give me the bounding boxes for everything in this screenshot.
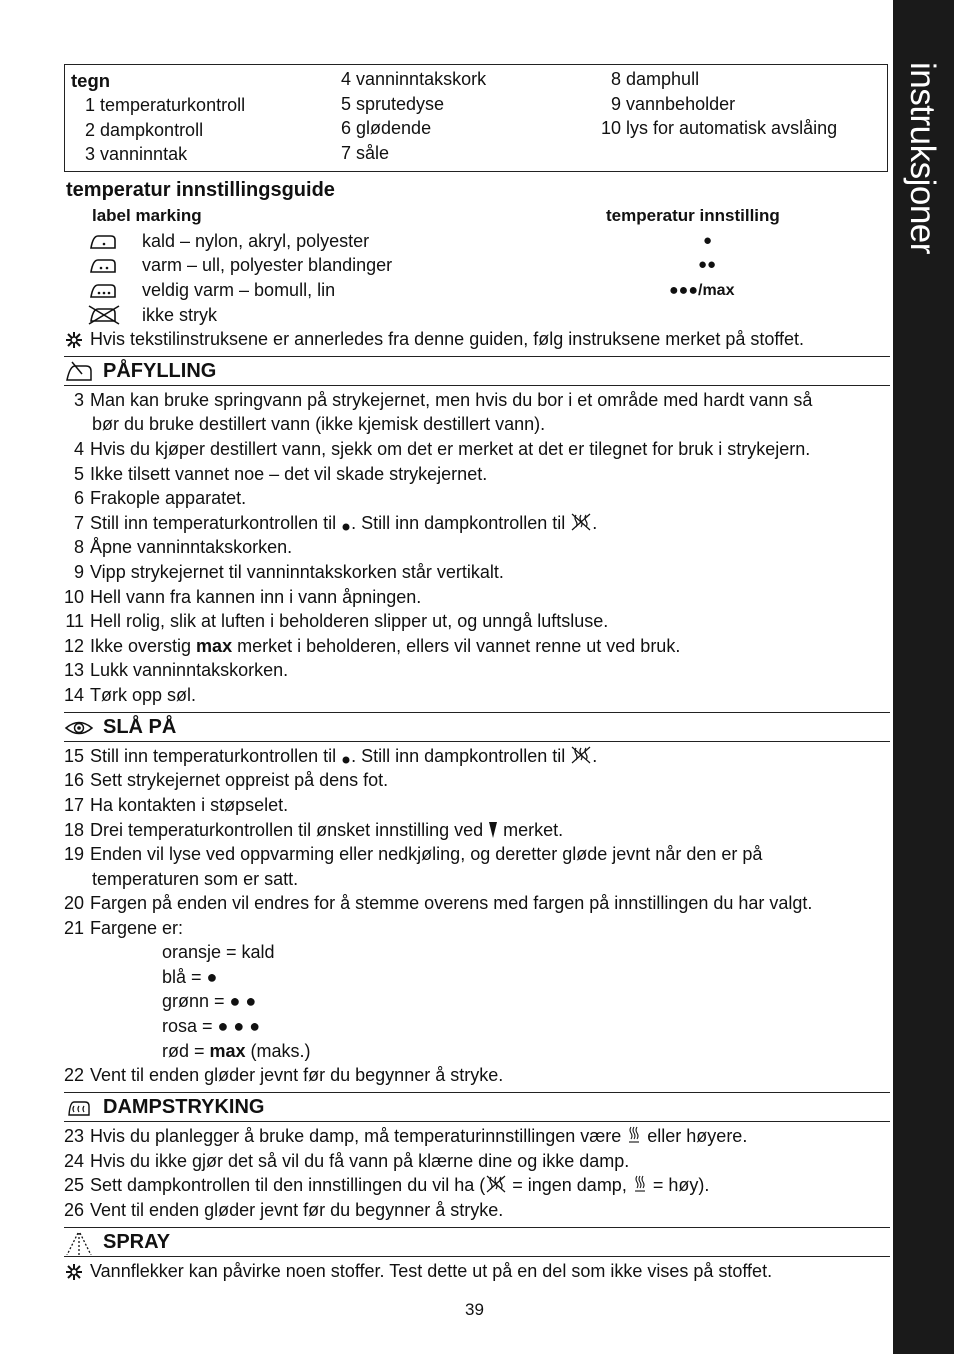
no-steam-icon (570, 512, 592, 532)
dot-icon (341, 518, 351, 532)
guide-row-text: veldig varm – bomull, lin (142, 280, 336, 300)
step-text: Sett dampkontrollen til den innstillingen du vil ha ( = ingen damp, = høy). (90, 1175, 710, 1195)
guide-row-setting: ● (703, 232, 713, 249)
guide-row-text: varm – ull, polyester blandinger (142, 255, 393, 275)
guide-row-setting: ●● (698, 256, 717, 273)
fill-icon (64, 360, 94, 384)
step-text: Vent til enden gløder jevnt før du begynner å stryke. (90, 1200, 504, 1220)
step-text: temperaturen som er satt. (92, 869, 299, 889)
legend-item: 4 vanninntakskork (341, 69, 487, 89)
section-pafylling (64, 356, 890, 386)
step-text: Drei temperaturkontrollen til ønsket innstilling ved merket. (90, 820, 564, 840)
step-text: Still inn temperaturkontrollen til . Still inn dampkontrollen til . (90, 513, 598, 533)
star-icon (65, 331, 83, 349)
step-text: Ikke overstig max merket i beholderen, ellers vil vannet renne ut ved bruk. (90, 636, 681, 656)
step-number: 8 (73, 537, 84, 557)
guide-row-text: kald – nylon, akryl, polyester (142, 231, 370, 251)
legend-item: 9 vannbeholder (610, 93, 736, 114)
guide-title: temperatur innstillingsguide (66, 179, 335, 201)
section-title: SPRAY (103, 1231, 171, 1253)
step-number: 15 (63, 746, 84, 766)
step-text: Sett strykejernet oppreist på dens fot. (90, 770, 389, 790)
step-text: Fargen på enden vil endres for å stemme overens med fargen på innstillingen du har valgt. (90, 893, 813, 913)
step-number: 13 (63, 660, 84, 680)
guide-row-text: ikke stryk (142, 305, 218, 325)
do-not-iron-icon (86, 304, 122, 326)
star-icon (65, 1263, 83, 1281)
legend-item: 3 vanninntak (84, 144, 188, 164)
steam-icon (64, 1096, 94, 1120)
step-number: 11 (65, 611, 84, 631)
step-text: Hvis du planlegger å bruke damp, må temperaturinnstillingen være eller høyere. (90, 1126, 748, 1146)
step-number: 23 (63, 1126, 84, 1146)
step-text: Enden vil lyse ved oppvarming eller nedkjøling, og deretter gløde jevnt når den er på (90, 844, 763, 864)
guide-row-setting: ●●●/max (669, 282, 735, 299)
step-number: 19 (63, 844, 84, 864)
step-text: Vipp strykejernet til vanninntakskorken står vertikalt. (90, 562, 504, 582)
legend-item: 2 dampkontroll (84, 119, 204, 140)
legend-title: tegn (71, 70, 111, 91)
section-sla-pa (64, 712, 890, 742)
legend-item: 10 lys for automatisk avslåing (601, 118, 838, 138)
sidebar-title: instruksjoner (903, 62, 942, 254)
step-text: Lukk vanninntakskorken. (90, 660, 289, 680)
step-text: Tørk opp søl. (90, 685, 197, 705)
iron-one-dot-icon (88, 233, 120, 251)
parts-legend (64, 64, 888, 172)
step-text: Hvis du kjøper destillert vann, sjekk om det er merket at det er tilegnet for bruk i strykejern. (90, 439, 811, 459)
no-steam-icon (570, 745, 592, 765)
step-number: 12 (63, 636, 84, 656)
legend-item: 5 sprutedyse (341, 93, 445, 114)
steam-high-icon (632, 1174, 648, 1194)
step-text: Man kan bruke springvann på strykejernet, men hvis du bor i et område med hardt vann så (90, 390, 813, 410)
step-text: Åpne vanninntakskorken. (90, 537, 293, 557)
section-title: DAMPSTRYKING (103, 1096, 265, 1118)
color-item: grønn = ● ● (162, 991, 257, 1011)
pointer-mark-icon (488, 821, 498, 839)
spray-note: Vannflekker kan påvirke noen stoffer. Test dette ut på en del som ikke vises på stoffet. (90, 1261, 773, 1281)
guide-col-label: label marking (92, 206, 202, 225)
step-number: 24 (63, 1151, 84, 1171)
legend-item: 1 temperaturkontroll (84, 95, 246, 115)
step-number: 21 (63, 918, 84, 938)
section-title: PÅFYLLING (103, 360, 217, 382)
step-number: 14 (63, 685, 84, 705)
iron-three-dots-icon (88, 282, 120, 300)
legend-item: 7 såle (341, 142, 390, 163)
step-number: 22 (63, 1065, 84, 1085)
color-item: rød = max (maks.) (162, 1041, 311, 1061)
step-text: Hvis du ikke gjør det så vil du få vann på klærne dine og ikke damp. (90, 1151, 630, 1171)
eye-icon (64, 716, 94, 740)
step-text: Ikke tilsett vannet noe – det vil skade strykejernet. (90, 464, 488, 484)
step-number: 18 (63, 820, 84, 840)
legend-item: 6 glødende (341, 118, 432, 138)
step-number: 6 (73, 488, 84, 508)
step-text: Still inn temperaturkontrollen til . Still inn dampkontrollen til . (90, 746, 598, 766)
step-number: 20 (63, 893, 84, 913)
steam-level-icon (626, 1125, 642, 1145)
step-number: 5 (73, 464, 84, 484)
step-number: 10 (63, 587, 84, 607)
step-number: 4 (73, 439, 84, 459)
step-text: Hell vann fra kannen inn i vann åpningen. (90, 587, 422, 607)
no-steam-icon (485, 1174, 507, 1194)
step-text: Ha kontakten i støpselet. (90, 795, 289, 815)
color-item: rosa = ● ● ● (162, 1016, 261, 1036)
step-number: 17 (63, 795, 84, 815)
step-number: 7 (73, 513, 84, 533)
step-text: bør du bruke destillert vann (ikke kjemisk destillert vann). (92, 414, 546, 434)
guide-note: Hvis tekstilinstruksene er annerledes fra denne guiden, følg instruksene merket på stoffet. (90, 329, 805, 349)
step-text: Frakople apparatet. (90, 488, 247, 508)
step-number: 9 (73, 562, 84, 582)
color-item: oransje = kald (162, 942, 275, 962)
iron-two-dots-icon (88, 257, 120, 275)
legend-item: 8 damphull (610, 69, 700, 89)
section-title: SLÅ PÅ (103, 716, 177, 738)
step-number: 3 (73, 390, 84, 410)
section-spray (64, 1227, 890, 1257)
dot-icon (341, 751, 351, 765)
guide-col-temp: temperatur innstilling (606, 206, 780, 225)
section-dampstryking (64, 1092, 890, 1122)
step-text: Fargene er: (90, 918, 184, 938)
color-item: blå = ● (162, 967, 218, 987)
step-number: 26 (63, 1200, 84, 1220)
step-text: Vent til enden gløder jevnt før du begynner å stryke. (90, 1065, 504, 1085)
spray-icon (64, 1231, 94, 1255)
page-number: 39 (465, 1300, 484, 1319)
step-number: 16 (63, 770, 84, 790)
step-number: 25 (63, 1175, 84, 1195)
step-text: Hell rolig, slik at luften i beholderen slipper ut, og unngå luftsluse. (90, 611, 609, 631)
